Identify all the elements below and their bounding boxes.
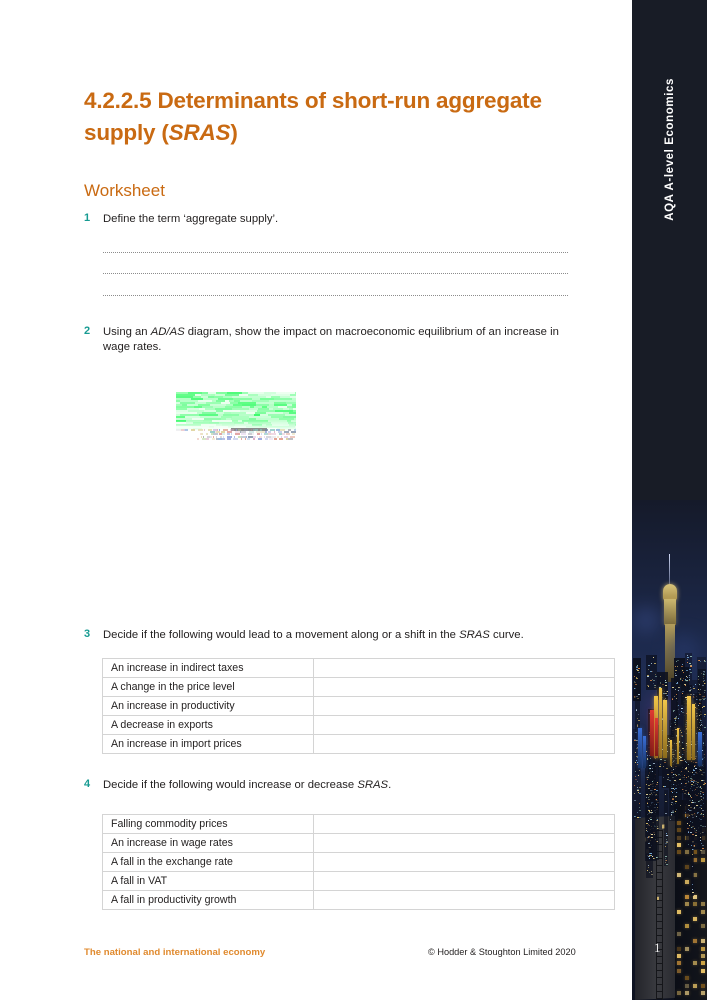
question-1-number: 1 (84, 212, 91, 224)
question-3-item-cell: An increase in productivity (103, 697, 314, 716)
question-4-table[interactable] (102, 814, 615, 910)
question-4-text (103, 778, 603, 793)
footer-copyright: © Hodder & Stoughton Limited 2020 (428, 947, 576, 957)
question-3-table[interactable] (102, 658, 615, 754)
question-2-italic: AD/AS (150, 326, 185, 338)
question-3-answer-cell[interactable] (314, 659, 615, 678)
table-row (103, 716, 615, 735)
question-3-suffix: curve. (489, 629, 524, 641)
table-row (103, 678, 615, 697)
sidebar-vertical-title-text: AQA A-level Economics (663, 78, 676, 221)
question-2-number: 2 (84, 325, 91, 337)
question-4-number: 4 (84, 778, 91, 790)
tower-body (664, 599, 676, 625)
page-title (84, 85, 564, 148)
table-row (103, 697, 615, 716)
question-3-number: 3 (84, 628, 91, 640)
table-row (103, 815, 615, 834)
question-4-item-cell: A fall in productivity growth (103, 891, 314, 910)
question-4-item-cell: An increase in wage rates (103, 834, 314, 853)
question-3-item-cell: A change in the price level (103, 678, 314, 697)
question-3-answer-cell[interactable] (314, 697, 615, 716)
question-3-item-cell: An increase in import prices (103, 735, 314, 754)
question-3-item-cell: An increase in indirect taxes (103, 659, 314, 678)
question-3-prefix: Decide if the following would lead to a movement along or a shift in the (103, 629, 460, 641)
tower-spire (669, 554, 670, 586)
worksheet-subtitle: Worksheet (84, 181, 165, 200)
corrupted-image-block (176, 392, 296, 441)
question-2-suffix: diagram, show the impact on macroeconomic equilibrium of an increase in wage rates. (103, 326, 559, 353)
question-3-text (103, 628, 603, 643)
sidebar-vertical-title (632, 78, 707, 438)
page-title-close: ) (230, 119, 238, 145)
cityscape-photo (632, 500, 707, 1000)
question-4-answer-cell[interactable] (314, 815, 615, 834)
question-3-answer-cell[interactable] (314, 678, 615, 697)
question-4-item-cell: A fall in the exchange rate (103, 853, 314, 872)
answer-line-3[interactable] (103, 295, 568, 296)
answer-line-1[interactable] (103, 252, 568, 253)
page-title-code: 4.2.2.5 (84, 88, 152, 113)
page-number: 1 (654, 940, 661, 955)
question-4-italic: SRAS (357, 779, 389, 791)
question-2-prefix: Using an (103, 326, 151, 338)
question-4-answer-cell[interactable] (314, 834, 615, 853)
glitch-color-noise (176, 429, 296, 441)
question-3-answer-cell[interactable] (314, 735, 615, 754)
table-row (103, 834, 615, 853)
question-4-item-cell: Falling commodity prices (103, 815, 314, 834)
question-3-table-body (103, 659, 615, 754)
question-4-suffix: . (388, 779, 392, 791)
question-3-item-cell: A decrease in exports (103, 716, 314, 735)
footer-section-name: The national and international economy (84, 947, 266, 958)
question-4-table-body (103, 815, 615, 910)
question-2-text (103, 325, 573, 355)
table-row (103, 659, 615, 678)
question-3-italic: SRAS (459, 629, 490, 641)
table-row (103, 853, 615, 872)
sidebar (632, 0, 707, 1000)
question-1-text: Define the term ‘aggregate supply’. (103, 213, 279, 225)
question-4-answer-cell[interactable] (314, 853, 615, 872)
question-4-item-cell: A fall in VAT (103, 872, 314, 891)
table-row (103, 891, 615, 910)
page-title-main: Determinants of short-run aggregate supply ( (84, 88, 542, 145)
question-4-answer-cell[interactable] (314, 891, 615, 910)
glitch-green-noise (176, 392, 296, 430)
question-4-prefix: Decide if the following would increase or decrease (103, 779, 358, 791)
tower-crown (663, 584, 677, 600)
question-3-answer-cell[interactable] (314, 716, 615, 735)
question-4-answer-cell[interactable] (314, 872, 615, 891)
table-row (103, 735, 615, 754)
page-title-italic: SRAS (168, 119, 231, 145)
answer-line-2[interactable] (103, 273, 568, 274)
table-row (103, 872, 615, 891)
